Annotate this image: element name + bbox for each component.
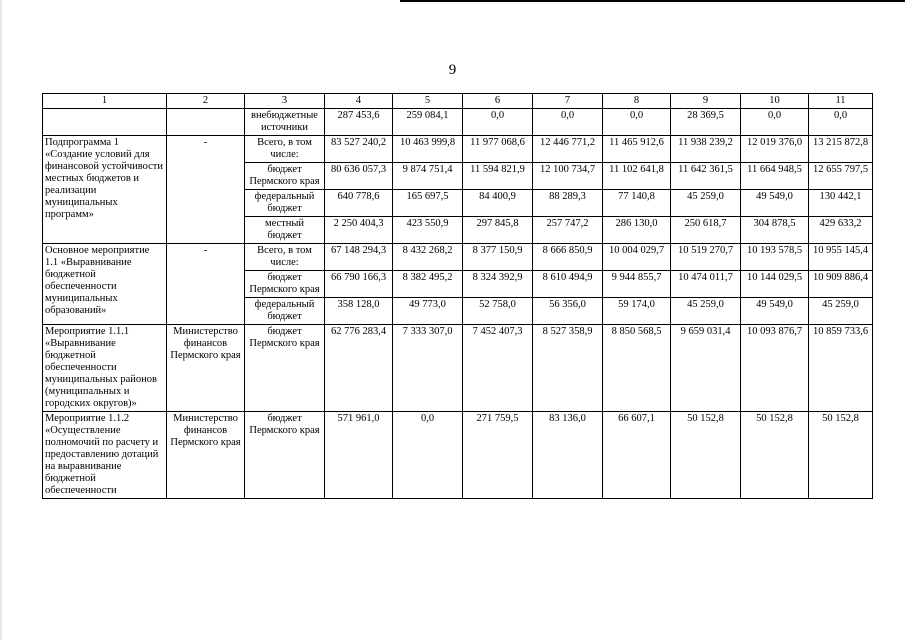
amount-cell: 11 465 912,6 [603, 136, 671, 163]
funding-source-cell: внебюджетные источники [245, 109, 325, 136]
amount-cell: 250 618,7 [671, 217, 741, 244]
column-number-row [43, 94, 873, 109]
executor-cell: - [167, 136, 245, 244]
amount-cell: 7 452 407,3 [463, 325, 533, 412]
column-header: 9 [671, 94, 741, 109]
table-row [43, 109, 873, 136]
amount-cell: 11 977 068,6 [463, 136, 533, 163]
amount-cell: 80 636 057,3 [325, 163, 393, 190]
column-header: 10 [741, 94, 809, 109]
amount-cell: 0,0 [741, 109, 809, 136]
executor-cell: - [167, 244, 245, 325]
amount-cell: 0,0 [393, 412, 463, 499]
amount-cell: 66 607,1 [603, 412, 671, 499]
amount-cell: 640 778,6 [325, 190, 393, 217]
amount-cell: 12 446 771,2 [533, 136, 603, 163]
amount-cell: 62 776 283,4 [325, 325, 393, 412]
column-header: 8 [603, 94, 671, 109]
amount-cell: 50 152,8 [671, 412, 741, 499]
column-header: 4 [325, 94, 393, 109]
budget-table [42, 93, 873, 499]
table-row [43, 325, 873, 412]
amount-cell: 8 610 494,9 [533, 271, 603, 298]
amount-cell: 271 759,5 [463, 412, 533, 499]
table-row [43, 244, 873, 271]
amount-cell: 8 324 392,9 [463, 271, 533, 298]
funding-source-cell: федеральный бюджет [245, 190, 325, 217]
program-name-cell: Мероприятие 1.1.2 «Осуществление полномочий по расчету и предоставлению дотаций на выравнивание бюджетной обеспеченности [43, 412, 167, 499]
amount-cell: 0,0 [809, 109, 873, 136]
amount-cell: 9 874 751,4 [393, 163, 463, 190]
amount-cell: 77 140,8 [603, 190, 671, 217]
column-header: 7 [533, 94, 603, 109]
column-header: 2 [167, 94, 245, 109]
amount-cell: 28 369,5 [671, 109, 741, 136]
amount-cell: 2 250 404,3 [325, 217, 393, 244]
amount-cell: 49 549,0 [741, 298, 809, 325]
amount-cell: 304 878,5 [741, 217, 809, 244]
page-number: 9 [448, 62, 457, 78]
amount-cell: 8 432 268,2 [393, 244, 463, 271]
amount-cell: 66 790 166,3 [325, 271, 393, 298]
amount-cell: 10 519 270,7 [671, 244, 741, 271]
funding-source-cell: Всего, в том числе: [245, 244, 325, 271]
program-name-cell: Основное мероприятие 1.1 «Выравнивание бюджетной обеспеченности муниципальных образований» [43, 244, 167, 325]
amount-cell: 10 093 876,7 [741, 325, 809, 412]
amount-cell: 12 100 734,7 [533, 163, 603, 190]
amount-cell: 8 527 358,9 [533, 325, 603, 412]
amount-cell: 84 400,9 [463, 190, 533, 217]
amount-cell: 56 356,0 [533, 298, 603, 325]
amount-cell: 257 747,2 [533, 217, 603, 244]
table-body [43, 109, 873, 499]
program-name-cell: Подпрограмма 1 «Создание условий для финансовой устойчивости местных бюджетов и реализации муниципальных программ» [43, 136, 167, 244]
funding-source-cell: бюджет Пермского края [245, 271, 325, 298]
column-header: 5 [393, 94, 463, 109]
table-row [43, 412, 873, 499]
funding-source-cell: бюджет Пермского края [245, 412, 325, 499]
amount-cell: 8 666 850,9 [533, 244, 603, 271]
program-name-cell: Мероприятие 1.1.1 «Выравнивание бюджетной обеспеченности муниципальных районов (муниципальных и городских округов)» [43, 325, 167, 412]
amount-cell: 10 859 733,6 [809, 325, 873, 412]
amount-cell: 83 136,0 [533, 412, 603, 499]
amount-cell: 10 193 578,5 [741, 244, 809, 271]
funding-source-cell: Всего, в том числе: [245, 136, 325, 163]
amount-cell: 11 594 821,9 [463, 163, 533, 190]
amount-cell: 12 019 376,0 [741, 136, 809, 163]
amount-cell: 423 550,9 [393, 217, 463, 244]
amount-cell: 429 633,2 [809, 217, 873, 244]
amount-cell: 11 664 948,5 [741, 163, 809, 190]
top-rule [400, 0, 905, 2]
table-row [43, 136, 873, 163]
amount-cell: 287 453,6 [325, 109, 393, 136]
amount-cell: 0,0 [463, 109, 533, 136]
amount-cell: 45 259,0 [671, 190, 741, 217]
funding-source-cell: бюджет Пермского края [245, 325, 325, 412]
amount-cell: 259 084,1 [393, 109, 463, 136]
amount-cell: 571 961,0 [325, 412, 393, 499]
amount-cell: 10 004 029,7 [603, 244, 671, 271]
amount-cell: 165 697,5 [393, 190, 463, 217]
column-header: 1 [43, 94, 167, 109]
executor-cell: Министерство финансов Пермского края [167, 412, 245, 499]
amount-cell: 88 289,3 [533, 190, 603, 217]
amount-cell: 9 659 031,4 [671, 325, 741, 412]
amount-cell: 0,0 [603, 109, 671, 136]
amount-cell: 8 377 150,9 [463, 244, 533, 271]
executor-cell: Министерство финансов Пермского края [167, 325, 245, 412]
amount-cell: 7 333 307,0 [393, 325, 463, 412]
amount-cell: 49 549,0 [741, 190, 809, 217]
amount-cell: 11 102 641,8 [603, 163, 671, 190]
funding-source-cell: местный бюджет [245, 217, 325, 244]
amount-cell: 11 642 361,5 [671, 163, 741, 190]
column-header: 3 [245, 94, 325, 109]
amount-cell: 11 938 239,2 [671, 136, 741, 163]
program-name-cell [43, 109, 167, 136]
amount-cell: 50 152,8 [809, 412, 873, 499]
amount-cell: 67 148 294,3 [325, 244, 393, 271]
amount-cell: 297 845,8 [463, 217, 533, 244]
amount-cell: 45 259,0 [809, 298, 873, 325]
amount-cell: 10 909 886,4 [809, 271, 873, 298]
funding-source-cell: бюджет Пермского края [245, 163, 325, 190]
amount-cell: 10 955 145,4 [809, 244, 873, 271]
column-header: 11 [809, 94, 873, 109]
amount-cell: 358 128,0 [325, 298, 393, 325]
amount-cell: 12 655 797,5 [809, 163, 873, 190]
amount-cell: 59 174,0 [603, 298, 671, 325]
executor-cell [167, 109, 245, 136]
amount-cell: 50 152,8 [741, 412, 809, 499]
amount-cell: 45 259,0 [671, 298, 741, 325]
funding-source-cell: федеральный бюджет [245, 298, 325, 325]
amount-cell: 0,0 [533, 109, 603, 136]
amount-cell: 8 850 568,5 [603, 325, 671, 412]
page-left-edge [0, 0, 2, 640]
amount-cell: 9 944 855,7 [603, 271, 671, 298]
amount-cell: 10 144 029,5 [741, 271, 809, 298]
amount-cell: 49 773,0 [393, 298, 463, 325]
amount-cell: 83 527 240,2 [325, 136, 393, 163]
amount-cell: 10 463 999,8 [393, 136, 463, 163]
amount-cell: 13 215 872,8 [809, 136, 873, 163]
amount-cell: 130 442,1 [809, 190, 873, 217]
amount-cell: 286 130,0 [603, 217, 671, 244]
amount-cell: 10 474 011,7 [671, 271, 741, 298]
column-header: 6 [463, 94, 533, 109]
amount-cell: 52 758,0 [463, 298, 533, 325]
amount-cell: 8 382 495,2 [393, 271, 463, 298]
